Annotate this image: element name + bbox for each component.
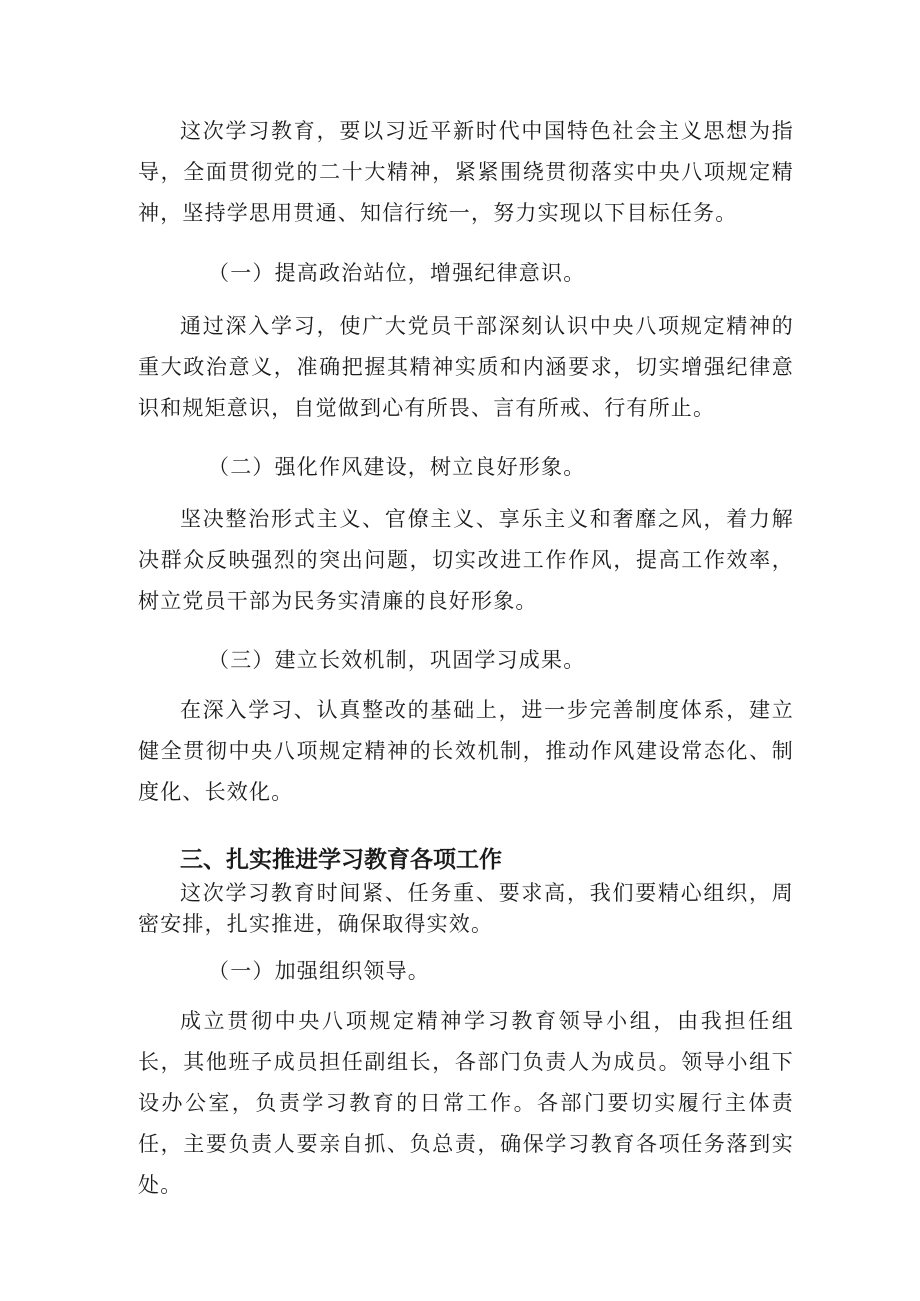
subheading-political-stance: （一）提高政治站位，增强纪律意识。: [208, 261, 586, 285]
paragraph-study-guidance: 这次学习教育，要以习近平新时代中国特色社会主义思想为指导，全面贯彻党的二十大精神，紧紧围绕贯彻落实中央八项规定精神，坚持学思用贯通、知信行统一，努力实现以下目标任务。: [138, 119, 794, 225]
paragraph-rectify-four-winds: 坚决整治形式主义、官僚主义、享乐主义和奢靡之风，着力解决群众反映强烈的突出问题，切实改进工作作风，提高工作效率，树立党员干部为民务实清廉的良好形象。: [138, 507, 794, 613]
paragraph-section-intro: 这次学习教育时间紧、任务重、要求高，我们要精心组织，周密安排，扎实推进，确保取得实效。: [138, 881, 794, 936]
paragraph-leading-group: 成立贯彻中央八项规定精神学习教育领导小组，由我担任组长，其他班子成员担任副组长，各部门负责人为成员。领导小组下设办公室，负责学习教育的日常工作。各部门要切实履行主体责任，主要负责人要亲自抓、负总责，确保学习教育各项任务落到实处。: [138, 1009, 794, 1197]
subheading-work-style: （二）强化作风建设，树立良好形象。: [208, 455, 586, 479]
section-title-three: 三、扎实推进学习教育各项工作: [180, 847, 502, 873]
subheading-organizational-leadership: （一）加强组织领导。: [208, 959, 430, 983]
paragraph-institutional-system: 在深入学习、认真整改的基础上，进一步完善制度体系，建立健全贯彻中央八项规定精神的长效机制，推动作风建设常态化、制度化、长效化。: [138, 698, 794, 804]
subheading-long-term-mechanism: （三）建立长效机制，巩固学习成果。: [208, 648, 586, 672]
paragraph-political-significance: 通过深入学习，使广大党员干部深刻认识中央八项规定精神的重大政治意义，准确把握其精神实质和内涵要求，切实增强纪律意识和规矩意识，自觉做到心有所畏、言有所戒、行有所止。: [138, 314, 794, 420]
